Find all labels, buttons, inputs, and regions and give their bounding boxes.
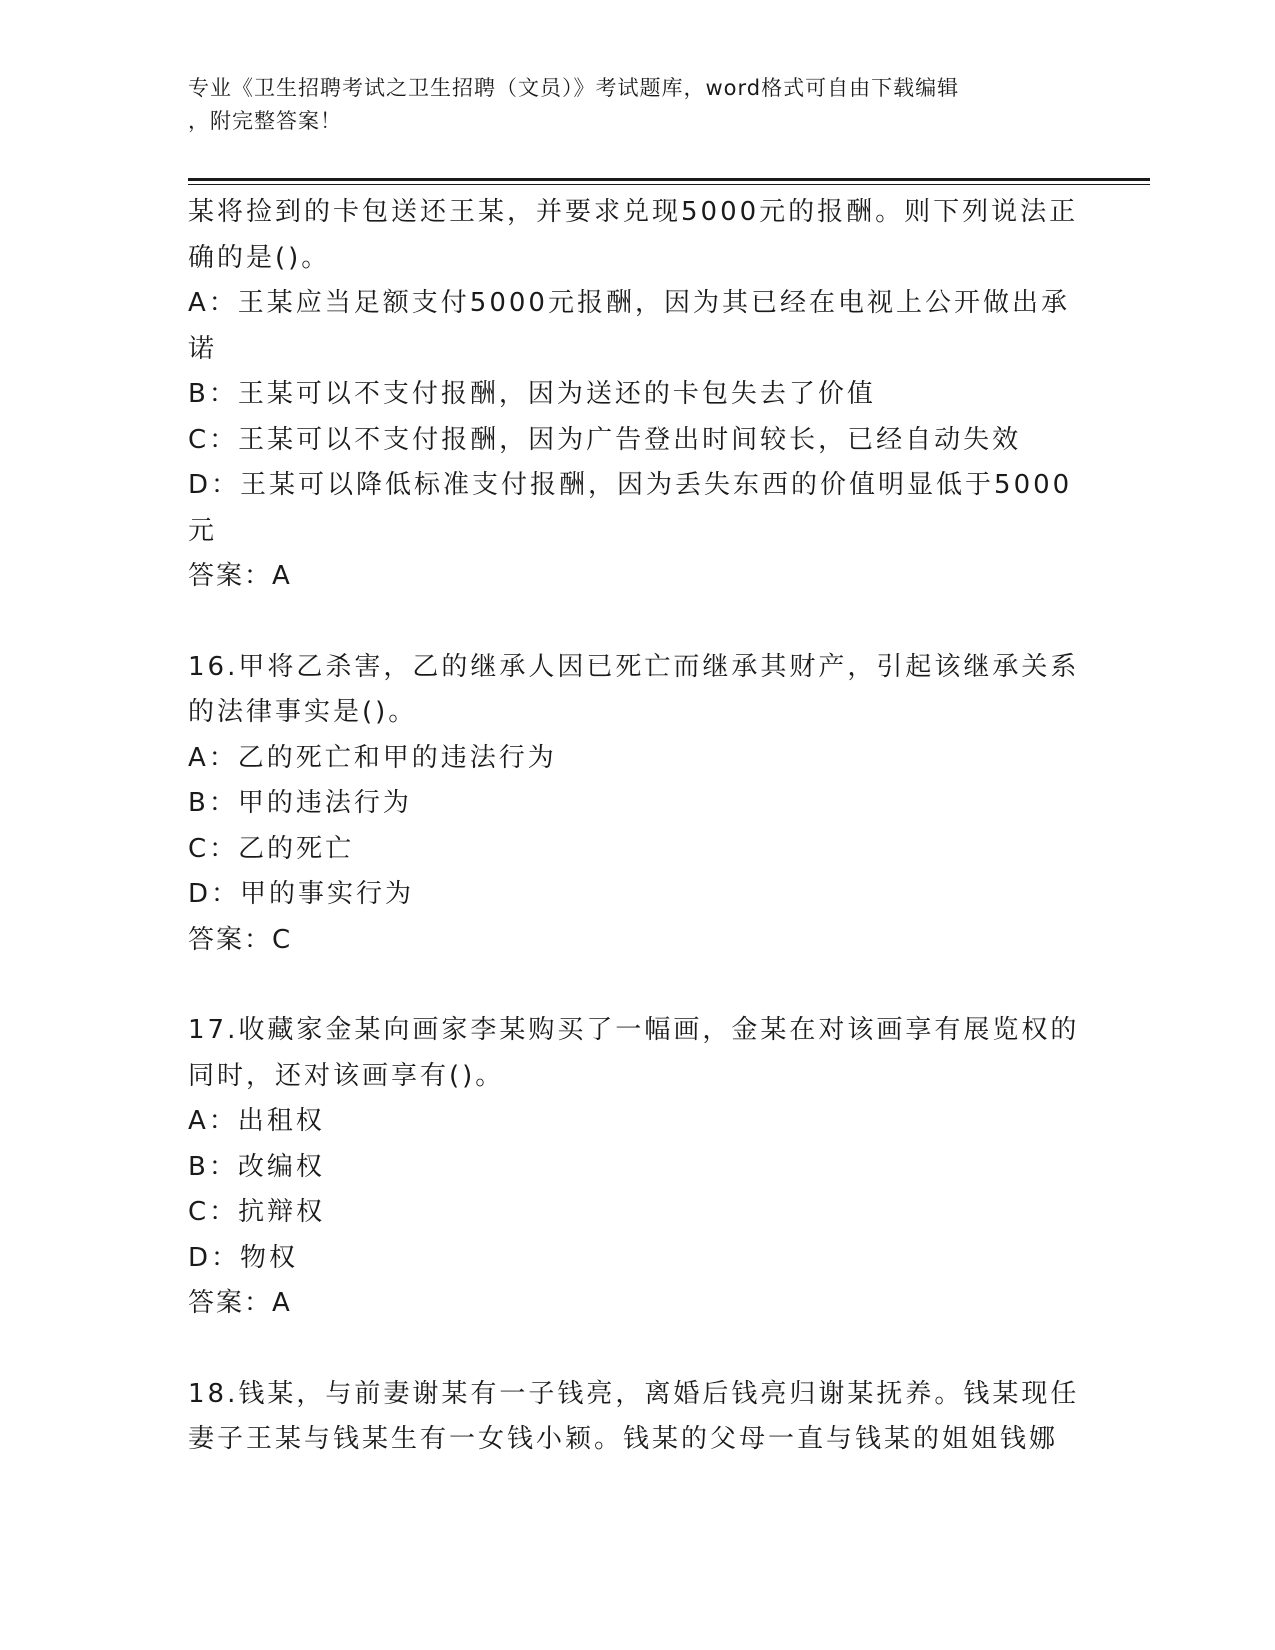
question-15 <box>188 190 1088 600</box>
question-stem: 同时，还对该画享有()。 <box>188 1060 505 1091</box>
question-stem: 的法律事实是()。 <box>188 697 418 727</box>
option-a-continued: 诺 <box>188 333 218 364</box>
question-stem: 确的是()。 <box>188 242 331 273</box>
header-divider-thin <box>188 184 1150 185</box>
option-a: A：出租权 <box>188 1106 325 1136</box>
option-d-continued: 元 <box>188 515 218 546</box>
answer: 答案：A <box>188 1288 292 1318</box>
answer: 答案：A <box>188 561 292 591</box>
option-b: B：甲的违法行为 <box>188 788 412 818</box>
option-c: C：抗辩权 <box>188 1197 326 1227</box>
header-line-1: 专业《卫生招聘考试之卫生招聘（文员）》考试题库，word格式可自由下载编辑 <box>188 76 960 100</box>
question-spacer <box>188 1327 1088 1372</box>
page-header <box>188 72 1068 138</box>
document-page <box>188 0 1148 1650</box>
option-d: D：甲的事实行为 <box>188 879 415 909</box>
header-line-2: ，附完整答案！ <box>188 109 342 133</box>
option-d: D：物权 <box>188 1242 299 1273</box>
option-b: B：王某可以不支付报酬，因为送还的卡包失去了价值 <box>188 379 876 409</box>
question-stem: 某将捡到的卡包送还王某，并要求兑现5000元的报酬。则下列说法正 <box>188 197 1079 227</box>
question-stem: 17.收藏家金某向画家李某购买了一幅画，金某在对该画享有展览权的 <box>188 1015 1080 1045</box>
question-stem: 16.甲将乙杀害，乙的继承人因已死亡而继承其财产，引起该继承关系 <box>188 651 1080 682</box>
question-16 <box>188 645 1088 964</box>
option-d: D：王某可以降低标准支付报酬，因为丢失东西的价值明显低于5000 <box>188 470 1073 500</box>
question-list <box>188 190 1088 1463</box>
question-spacer <box>188 963 1088 1008</box>
question-17 <box>188 1008 1088 1327</box>
option-a: A：王某应当足额支付5000元报酬，因为其已经在电视上公开做出承 <box>188 288 1070 318</box>
answer: 答案：C <box>188 924 293 955</box>
option-b: B：改编权 <box>188 1151 325 1182</box>
header-divider-thick <box>188 178 1150 181</box>
question-spacer <box>188 600 1088 645</box>
question-18 <box>188 1372 1088 1463</box>
option-c: C：王某可以不支付报酬，因为广告登出时间较长，已经自动失效 <box>188 424 1022 455</box>
question-stem: 18.钱某，与前妻谢某有一子钱亮，离婚后钱亮归谢某抚养。钱某现任 <box>188 1378 1080 1409</box>
option-a: A：乙的死亡和甲的违法行为 <box>188 742 557 773</box>
option-c: C：乙的死亡 <box>188 833 355 864</box>
question-stem: 妻子王某与钱某生有一女钱小颖。钱某的父母一直与钱某的姐姐钱娜 <box>188 1424 1059 1454</box>
